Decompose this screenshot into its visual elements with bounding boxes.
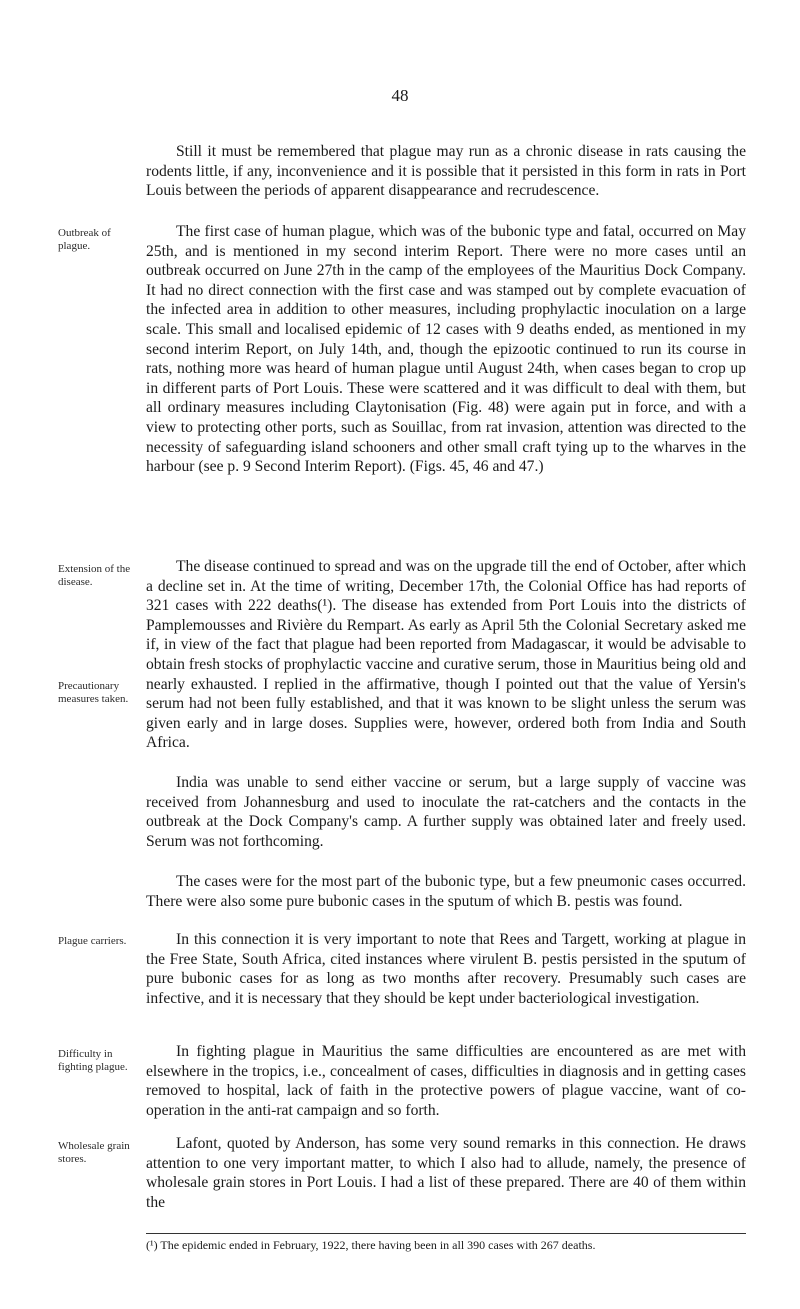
margin-note-precautionary: Precautionary measures taken. <box>58 680 129 705</box>
paragraph-4: India was unable to send either vaccine or serum, but a large supply of vaccine was received from Johannesburg and used to inoculate the rat-catchers and the contacts in the outbreak at the Dock Company's camp. A further supply was obtained later and freely used. Serum was not forthcoming. <box>146 774 746 850</box>
paragraph-6: In this connection it is very important to note that Rees and Targett, working at plague in the Free State, South Africa, cited instances where virulent B. pestis persisted in the sputum of pure bubonic cases for as long as two months after recovery. Presumably such cases are infective, and it is necessary that they should be kept under bacteriological investigation. <box>146 931 746 1007</box>
paragraph-3: The disease continued to spread and was on the upgrade till the end of October, after which a decline set in. At the time of writing, December 17th, the Colonial Office has had reports of 321 cases with 222 deaths(¹). The disease has extended from Port Louis into the districts of Pamplemousses and Rivière du Rempart. As early as April 5th the Colonial Secretary asked me if, in view of the fact that plague had been reported from Madagascar, it would be advisable to obtain fresh stocks of prophylactic vaccine and curative serum, those in Mauritius being old and nearly exhausted. I replied in the affirmative, though I pointed out that the value of Yersin's serum had not been fully established, and that it was known to be slight unless the serum was given early and in large doses. Supplies were, however, ordered both from India and South Africa. <box>146 558 746 752</box>
paragraph-7: In fighting plague in Mauritius the same difficulties are encountered as are met with elsewhere in the tropics, i.e., concealment of cases, difficulties in diagnosis and in getting cases removed to hospital, lack of faith in the protective powers of plague vaccine, want of co-operation in the anti-rat campaign and so forth. <box>146 1043 746 1119</box>
margin-note-extension: Extension of the disease. <box>58 563 131 588</box>
footnote: (¹) The epidemic ended in February, 1922, there having been in all 390 cases with 267 deaths. <box>146 1238 596 1252</box>
paragraph-8: Lafont, quoted by Anderson, has some very sound remarks in this connection. He draws attention to one very important matter, to which I also had to allude, namely, the presence of wholesale grain stores in Port Louis. I had a list of these prepared. There are 40 of them within the <box>146 1135 746 1211</box>
paragraph-2: The first case of human plague, which was of the bubonic type and fatal, occurred on May 25th, and is mentioned in my second interim Report. There were no more cases until an outbreak occurred on June 27th in the camp of the employees of the Mauritius Dock Company. It had no direct connection with the first case and was stamped out by complete evacuation of the infected area in addition to other measures, including prophylactic inoculation on a large scale. This small and localised epidemic of 12 cases with 9 deaths ended, as mentioned in my second interim Report, on July 14th, and, though the epizootic continued to run its course in rats, nothing more was heard of human plague until August 24th, when cases began to crop up in different parts of Port Louis. These were scattered and it was difficult to deal with them, but all ordinary measures including Claytonisation (Fig. 48) were again put in force, and with a view to protecting other ports, such as Souillac, from rat invasion, attention was directed to the necessity of safeguarding island schooners and other small craft tying up to the wharves in the harbour (see p. 9 Second Interim Report). (Figs. 45, 46 and 47.) <box>146 223 746 476</box>
margin-note-carriers: Plague carriers. <box>58 935 127 947</box>
page-number: 48 <box>391 86 409 105</box>
footnote-divider <box>146 1233 746 1234</box>
paragraph-5: The cases were for the most part of the bubonic type, but a few pneumonic cases occurred. There were also some pure bubonic cases in the sputum of which B. pestis was found. <box>146 873 746 910</box>
margin-note-outbreak: Outbreak of plague. <box>58 227 111 252</box>
paragraph-1: Still it must be remembered that plague may run as a chronic disease in rats causing the rodents little, if any, inconvenience and it is possible that it persisted in this form in rats in Port Louis between the periods of apparent disappearance and recrudescence. <box>146 143 746 200</box>
margin-note-difficulty: Difficulty in fighting plague. <box>58 1048 128 1073</box>
margin-note-wholesale: Wholesale grain stores. <box>58 1140 130 1165</box>
